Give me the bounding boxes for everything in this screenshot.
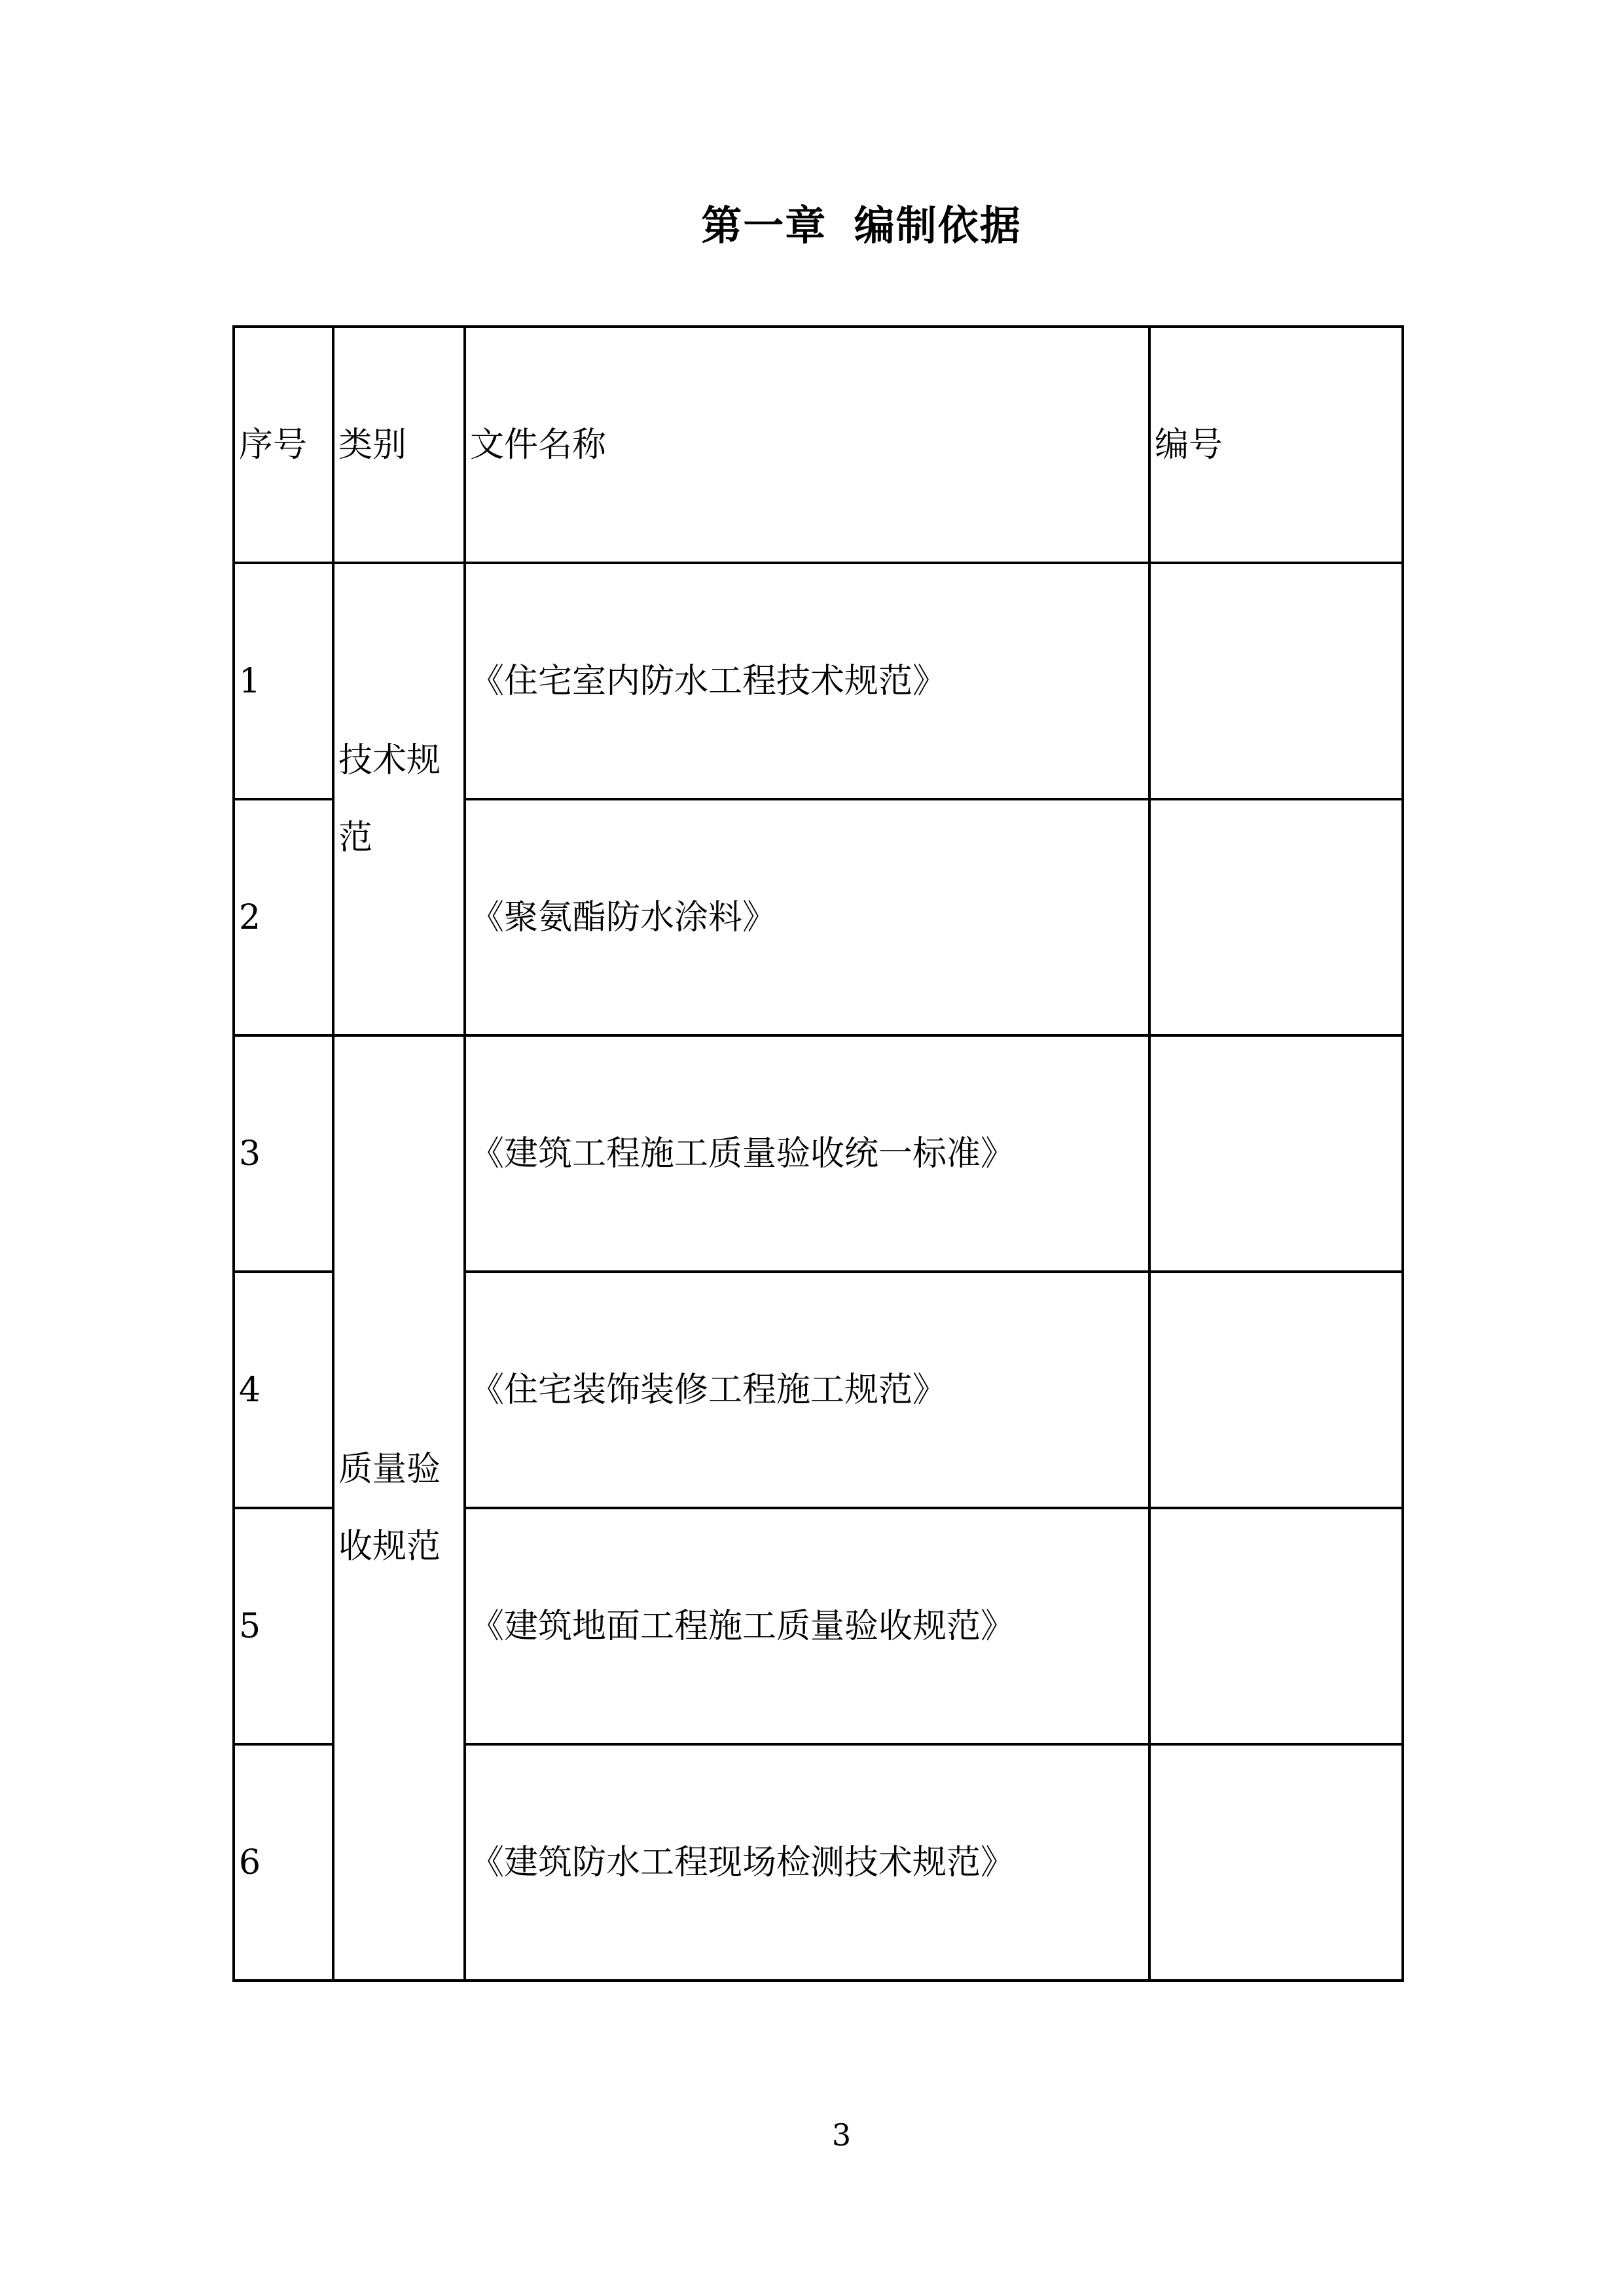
document-name: 《住宅室内防水工程技术规范》 <box>465 563 1149 799</box>
document-code <box>1149 563 1403 799</box>
header-code: 编号 <box>1149 327 1403 563</box>
document-name: 《建筑地面工程施工质量验收规范》 <box>465 1508 1149 1744</box>
row-no: 5 <box>234 1508 333 1744</box>
document-name: 《建筑工程施工质量验收统一标准》 <box>465 1035 1149 1272</box>
table-header-row <box>234 327 1403 563</box>
category-cell: 质量验收规范 <box>333 1035 465 1981</box>
document-code <box>1149 1272 1403 1508</box>
header-name: 文件名称 <box>465 327 1149 563</box>
row-no: 4 <box>234 1272 333 1508</box>
document-code <box>1149 1508 1403 1744</box>
document-name: 《建筑防水工程现场检测技术规范》 <box>465 1744 1149 1981</box>
table-row <box>234 1035 1403 1272</box>
row-no: 3 <box>234 1035 333 1272</box>
page-title: 第一章 编制依据 <box>701 202 1022 249</box>
category-cell: 技术规范 <box>333 563 465 1035</box>
header-no: 序号 <box>234 327 333 563</box>
table-row <box>234 563 1403 799</box>
document-code <box>1149 1744 1403 1981</box>
header-category: 类别 <box>333 327 465 563</box>
basis-table <box>232 325 1404 1982</box>
page-number: 3 <box>831 2117 852 2153</box>
document-code <box>1149 1035 1403 1272</box>
row-no: 2 <box>234 799 333 1035</box>
document-name: 《住宅装饰装修工程施工规范》 <box>465 1272 1149 1508</box>
document-code <box>1149 799 1403 1035</box>
row-no: 1 <box>234 563 333 799</box>
row-no: 6 <box>234 1744 333 1981</box>
document-name: 《聚氨酯防水涂料》 <box>465 799 1149 1035</box>
